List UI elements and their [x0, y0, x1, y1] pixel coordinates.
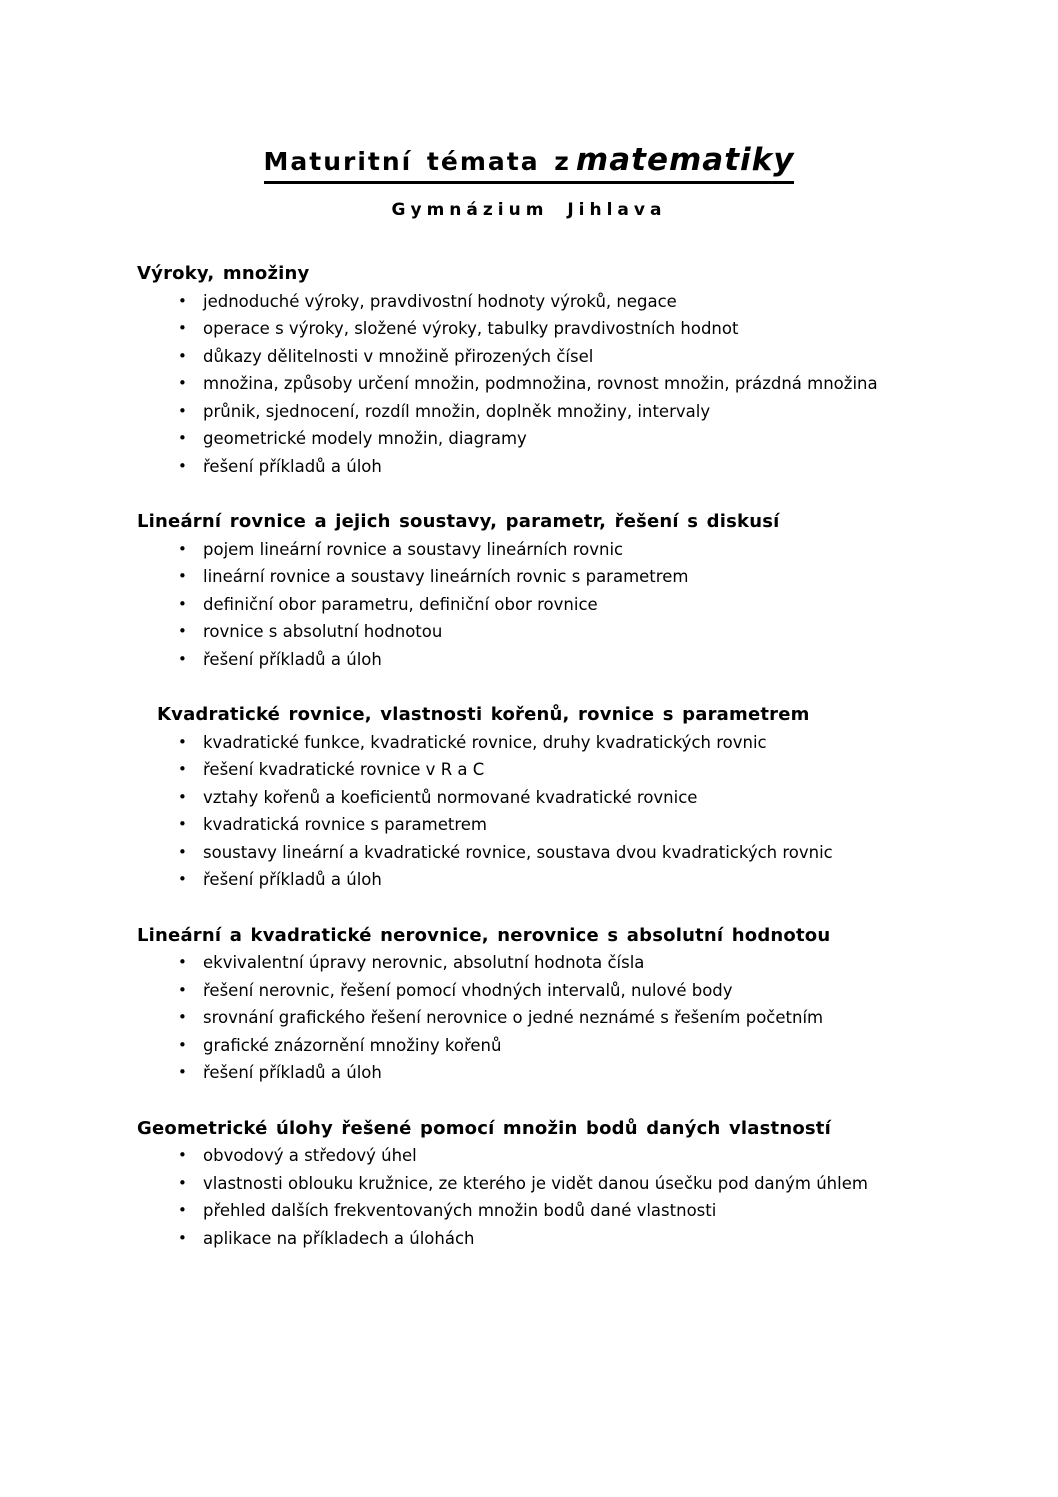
- section-heading: Výroky, množiny: [137, 263, 310, 285]
- bullet-icon: •: [178, 815, 187, 834]
- topic-section: [137, 701, 958, 894]
- topic-text: grafické znázornění množiny kořenů: [203, 1035, 502, 1055]
- bullet-icon: •: [178, 346, 187, 365]
- topic-item: [137, 839, 958, 867]
- topic-text: důkazy dělitelnosti v množině přirozených čísel: [203, 346, 594, 366]
- bullet-icon: •: [178, 732, 187, 751]
- topic-text: srovnání grafického řešení nerovnice o jedné neznámé s řešením početním: [203, 1008, 824, 1028]
- section-heading: Lineární a kvadratické nerovnice, nerovnice s absolutní hodnotou: [137, 924, 831, 946]
- topic-text: řešení nerovnic, řešení pomocí vhodných intervalů, nulové body: [203, 980, 733, 1000]
- topic-item: [137, 453, 958, 481]
- topic-item: [137, 1170, 958, 1198]
- topic-text: průnik, sjednocení, rozdíl množin, doplněk množiny, intervaly: [203, 401, 711, 421]
- topic-text: kvadratické funkce, kvadratické rovnice, druhy kvadratických rovnic: [203, 732, 767, 752]
- topic-item: [137, 1197, 958, 1225]
- topic-item: [137, 343, 958, 371]
- bullet-icon: •: [178, 374, 187, 393]
- topic-text: soustavy lineární a kvadratické rovnice, soustava dvou kvadratických rovnic: [203, 842, 833, 862]
- bullet-icon: •: [178, 1201, 187, 1220]
- topic-item: [137, 729, 958, 757]
- bullet-icon: •: [178, 429, 187, 448]
- bullet-icon: •: [178, 1035, 187, 1054]
- topic-section: [137, 508, 958, 673]
- sections: [137, 260, 958, 1252]
- section-list: [137, 729, 958, 894]
- topic-text: řešení příkladů a úloh: [203, 1063, 382, 1083]
- page-title: [264, 143, 795, 184]
- topic-text: vztahy kořenů a koeficientů normované kvadratické rovnice: [203, 787, 698, 807]
- bullet-icon: •: [178, 401, 187, 420]
- bullet-icon: •: [178, 291, 187, 310]
- topic-text: operace s výroky, složené výroky, tabulky pravdivostních hodnot: [203, 319, 739, 339]
- section-heading: Geometrické úlohy řešené pomocí množin bodů daných vlastností: [137, 1117, 831, 1139]
- topic-item: [137, 563, 958, 591]
- section-list: [137, 288, 958, 481]
- section-heading: Lineární rovnice a jejich soustavy, parametr, řešení s diskusí: [137, 511, 780, 533]
- topic-item: [137, 591, 958, 619]
- topic-text: řešení příkladů a úloh: [203, 456, 382, 476]
- bullet-icon: •: [178, 622, 187, 641]
- bullet-icon: •: [178, 1173, 187, 1192]
- topic-text: množina, způsoby určení množin, podmnožina, rovnost množin, prázdná množina: [203, 374, 878, 394]
- topic-item: [137, 949, 958, 977]
- topic-item: [137, 1032, 958, 1060]
- topic-text: pojem lineární rovnice a soustavy lineárních rovnic: [203, 539, 624, 559]
- section-heading: Kvadratické rovnice, vlastnosti kořenů, rovnice s parametrem: [157, 704, 810, 726]
- topic-text: řešení kvadratické rovnice v R a C: [203, 760, 485, 780]
- bullet-icon: •: [178, 456, 187, 475]
- topic-text: aplikace na příkladech a úlohách: [203, 1228, 475, 1248]
- bullet-icon: •: [178, 760, 187, 779]
- topic-text: vlastnosti oblouku kružnice, ze kterého je vidět danou úsečku pod daným úhlem: [203, 1173, 868, 1193]
- bullet-icon: •: [178, 649, 187, 668]
- topic-item: [137, 1004, 958, 1032]
- topic-section: [137, 922, 958, 1087]
- bullet-icon: •: [178, 594, 187, 613]
- topic-item: [137, 1142, 958, 1170]
- bullet-icon: •: [178, 787, 187, 806]
- topic-text: ekvivalentní úpravy nerovnic, absolutní hodnota čísla: [203, 953, 645, 973]
- section-list: [137, 1142, 958, 1252]
- topic-item: [137, 811, 958, 839]
- page-title-italic: matematiky: [575, 142, 795, 178]
- topic-text: jednoduché výroky, pravdivostní hodnoty výroků, negace: [203, 291, 677, 311]
- topic-section: [137, 260, 958, 480]
- topic-section: [137, 1115, 958, 1253]
- bullet-icon: •: [178, 870, 187, 889]
- bullet-icon: •: [178, 1228, 187, 1247]
- title-row: [0, 143, 1058, 184]
- topic-text: přehled dalších frekventovaných množin bodů dané vlastnosti: [203, 1201, 717, 1221]
- topic-item: [137, 425, 958, 453]
- bullet-icon: •: [178, 319, 187, 338]
- topic-text: obvodový a středový úhel: [203, 1146, 417, 1166]
- section-list: [137, 949, 958, 1087]
- topic-text: řešení příkladů a úloh: [203, 870, 382, 890]
- bullet-icon: •: [178, 842, 187, 861]
- topic-text: geometrické modely množin, diagramy: [203, 429, 527, 449]
- topic-item: [137, 536, 958, 564]
- topic-item: [137, 398, 958, 426]
- topic-item: [137, 618, 958, 646]
- topic-item: [137, 1059, 958, 1087]
- section-list: [137, 536, 958, 674]
- bullet-icon: •: [178, 567, 187, 586]
- bullet-icon: •: [178, 1063, 187, 1082]
- topic-text: definiční obor parametru, definiční obor rovnice: [203, 594, 598, 614]
- topic-text: řešení příkladů a úloh: [203, 649, 382, 669]
- bullet-icon: •: [178, 1008, 187, 1027]
- bullet-icon: •: [178, 539, 187, 558]
- topic-item: [137, 866, 958, 894]
- topic-item: [137, 784, 958, 812]
- page-subtitle: Gymnázium Jihlava: [391, 200, 667, 221]
- topic-item: [137, 288, 958, 316]
- topic-item: [137, 1225, 958, 1253]
- topic-text: kvadratická rovnice s parametrem: [203, 815, 487, 835]
- bullet-icon: •: [178, 1146, 187, 1165]
- topic-item: [137, 756, 958, 784]
- page-title-regular: Maturitní témata z: [263, 147, 571, 176]
- topic-item: [137, 977, 958, 1005]
- topic-item: [137, 370, 958, 398]
- topic-item: [137, 646, 958, 674]
- topic-item: [137, 315, 958, 343]
- topic-text: rovnice s absolutní hodnotou: [203, 622, 443, 642]
- bullet-icon: •: [178, 953, 187, 972]
- bullet-icon: •: [178, 980, 187, 999]
- topic-text: lineární rovnice a soustavy lineárních rovnic s parametrem: [203, 567, 689, 587]
